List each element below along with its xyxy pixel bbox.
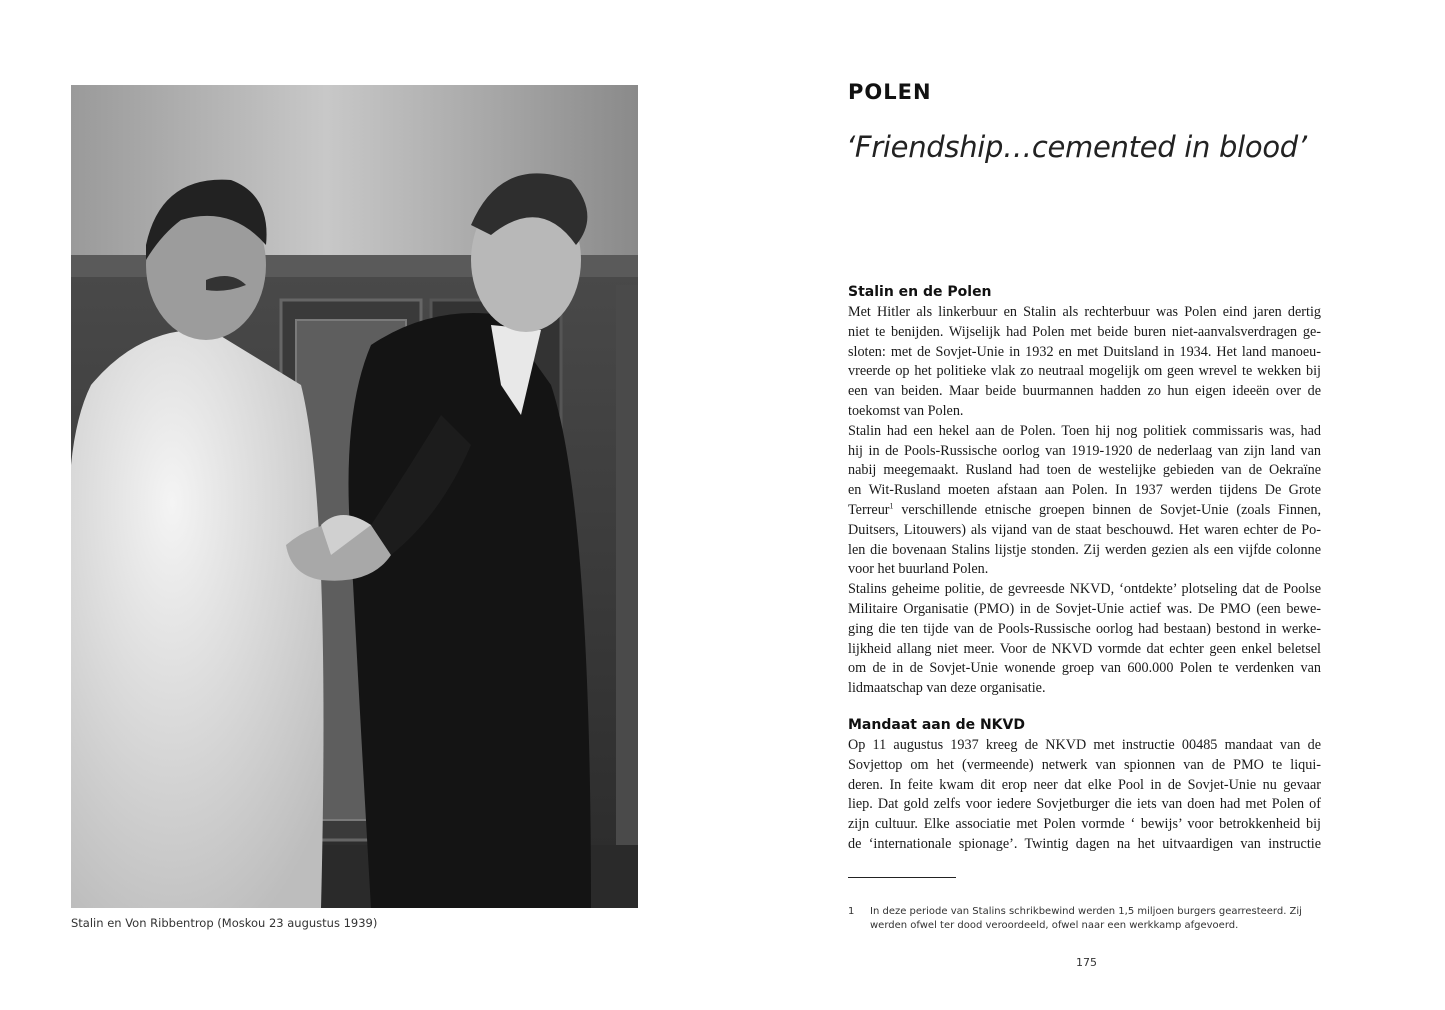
text-line: vreerde op het politieke vlak zo neutraal mogelijk om geen wrevel te wekken bij <box>848 363 1321 380</box>
text-line: Duitsers, Litouwers) als vijand van de staat beschouwd. Het waren echter de Po- <box>848 521 1321 538</box>
text-line: toekomst van Polen. <box>848 402 964 419</box>
chapter-subtitle: ‘Friendship…cemented in blood’ <box>846 130 1307 164</box>
text-line: Met Hitler als linkerbuur en Stalin als rechterbuur was Polen eind jaren dertig <box>848 304 1321 320</box>
text-line: voor het buurland Polen. <box>848 561 989 578</box>
footnote-number: 1 <box>848 906 855 917</box>
text-line: en Wit-Rusland moeten afstaan aan Polen. In 1937 werden tijdens De Grote <box>848 482 1321 499</box>
text-line: niet te benijden. Wijselijk had Polen met beide buren niet-aanvalsverdragen ge- <box>848 323 1321 340</box>
text-line-with-footnote <box>848 501 1321 521</box>
footnote-line: In deze periode van Stalins schrikbewind werden 1,5 miljoen burgers gearresteerd. Zij <box>870 906 1302 917</box>
footnote-text <box>870 905 1310 933</box>
text-line: Militaire Organisatie (PMO) in de Sovjet-Unie actief was. De PMO (een bewe- <box>848 600 1321 617</box>
footnote-divider <box>848 877 956 878</box>
section-body <box>848 303 1321 699</box>
text-line: zijn cultuur. Elke associatie met Polen vormde ‘ bewijs’ voor betrokkenheid bij <box>848 816 1321 833</box>
text-line: Stalins geheime politie, de gevreesde NKVD, ‘ontdekte’ plotseling dat de Poolse <box>848 581 1321 598</box>
text-fragment: verschillende etnische groepen binnen de Sovjet-Unie (zoals Finnen, <box>893 501 1321 518</box>
footnote-ref: 1 <box>889 501 894 511</box>
section-heading: Stalin en de Polen <box>848 284 992 300</box>
section-body <box>848 736 1321 855</box>
text-line: lijkheid allang niet meer. Voor de NKVD vormde dat echter geen enkel beletsel <box>848 640 1321 657</box>
text-line: Op 11 augustus 1937 kreeg de NKVD met instructie 00485 mandaat van de <box>848 737 1321 753</box>
text-line: Sovjettop om het (vermeende) netwerk van spionnen van de PMO te liqui- <box>848 756 1321 773</box>
text-line: de ‘internationale spionage’. Twintig dagen na het uitvaardigen van instructie <box>848 835 1321 852</box>
text-line: Stalin had een hekel aan de Polen. Toen hij nog politiek commissaris was, had <box>848 422 1321 439</box>
text-line: hij in de Pools-Russische oorlog van 1919-1920 de nederlaag van zijn land van <box>848 442 1321 459</box>
photo-caption: Stalin en Von Ribbentrop (Moskou 23 augustus 1939) <box>71 916 378 930</box>
text-line: liep. Dat gold zelfs voor iedere Sovjetburger die iets van doen had met Polen of <box>848 796 1321 813</box>
text-line: ging die ten tijde van de Pools-Russische oorlog had bestaan) bestond in werke- <box>848 620 1321 637</box>
section-heading: Mandaat aan de NKVD <box>848 717 1025 733</box>
footnote-line: werden ofwel ter dood veroordeeld, ofwel naar een werkkamp afgevoerd. <box>870 920 1239 931</box>
text-line: len die bovenaan Stalins lijstje stonden. Zij werden gezien als een vijfde colonne <box>848 541 1321 558</box>
text-line: nabij meegemaakt. Rusland had toen de westelijke gebieden van de Oekraïne <box>848 462 1321 479</box>
text-line: een van beiden. Maar beide buurmannen hadden zo hun eigen ideeën over de <box>848 383 1321 400</box>
photo-illustration <box>71 85 638 908</box>
text-fragment: Terreur <box>848 501 890 518</box>
page-number: 175 <box>1076 956 1097 969</box>
text-line: lidmaatschap van deze organisatie. <box>848 680 1046 697</box>
text-line: deren. In feite kwam dit erop neer dat elke Pool in de Sovjet-Unie nu gevaar <box>848 776 1321 793</box>
text-line: om de in de Sovjet-Unie wonende groep van 600.000 Polen te verdenken van <box>848 660 1321 677</box>
historical-photo <box>71 85 638 908</box>
text-line: sloten: met de Sovjet-Unie in 1932 en met Duitsland in 1934. Het land manoeu- <box>848 343 1321 360</box>
chapter-title: POLEN <box>848 80 932 104</box>
